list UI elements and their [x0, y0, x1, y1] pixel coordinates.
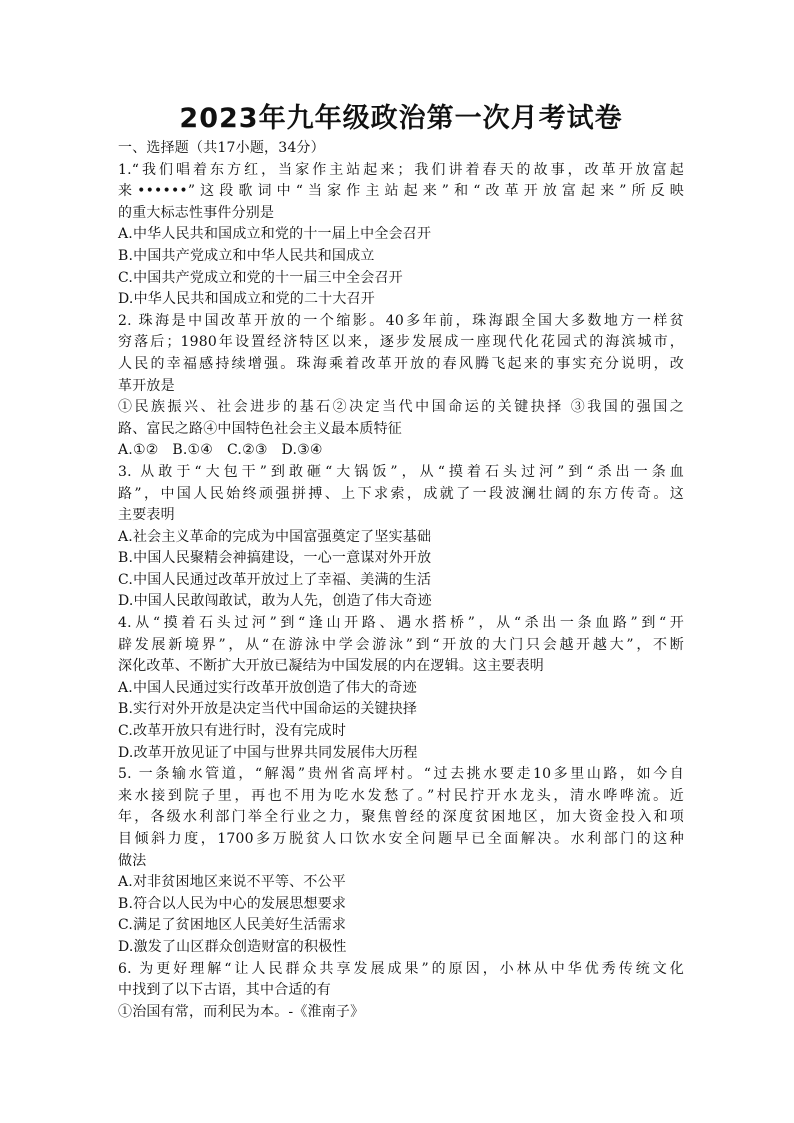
- question-5: [118, 764, 684, 958]
- question-stem-line: 来••••••”这段歌词中“当家作主站起来”和“改革开放富起来”所反映: [118, 183, 684, 200]
- option-b: B.符合以人民为中心的发展思想要求: [118, 895, 347, 912]
- option-c: C.中国人民通过改革开放过上了幸福、美满的生活: [118, 571, 432, 588]
- question-4: [118, 613, 684, 764]
- question-stem-line: 中找到了以下古语，其中合适的有: [118, 982, 331, 999]
- option-a: A.中华人民共和国成立和党的十一届上中全会召开: [118, 226, 432, 243]
- question-stem-line: 深化改革、不断扩大开放已凝结为中国发展的内在逻辑。这主要表明: [118, 658, 544, 675]
- answer-choices: A.①② B.①④ C.②③ D.③④: [118, 442, 323, 459]
- question-2: [118, 311, 684, 462]
- option-c: C.满足了贫困地区人民美好生活需求: [118, 917, 347, 934]
- question-stem-line: 穷落后；1980年设置经济特区以来，逐步发展成一座现代化花园式的海滨城市，: [118, 334, 684, 351]
- question-stem-line: 路”，中国人民始终顽强拼搏、上下求索，成就了一段波澜壮阔的东方传奇。这: [118, 485, 684, 502]
- statement-options-line: ①民族振兴、社会进步的基石②决定当代中国命运的关键抉择 ③我国的强国之: [118, 399, 684, 416]
- option-a: A.中国人民通过实行改革开放创造了伟大的奇迹: [118, 679, 417, 696]
- option-d: D.改革开放见证了中国与世界共同发展伟大历程: [118, 744, 418, 761]
- option-d: D.中国人民敢闯敢试，敢为人先，创造了伟大奇迹: [118, 593, 432, 610]
- question-stem-line: 人民的幸福感持续增强。珠海乘着改革开放的春风腾飞起来的事实充分说明，改: [118, 355, 684, 372]
- question-stem-line: 目倾斜力度，1700多万脱贫人口饮水安全问题早已全面解决。水利部门的这种: [118, 831, 684, 847]
- question-stem-line: 6. 为更好理解“让人民群众共享发展成果”的原因，小林从中华优秀传统文化: [118, 960, 684, 977]
- statement-option: ①治国有常，而利民为本。-《淮南子》: [118, 1003, 365, 1020]
- option-c: C.中国共产党成立和党的十一届三中全会召开: [118, 269, 403, 286]
- question-stem-line: 2. 珠海是中国改革开放的一个缩影。40多年前，珠海跟全国大多数地方一样贫: [118, 312, 684, 329]
- question-stem-line: 辟发展新境界”，从“在游泳中学会游泳”到“开放的大门只会越开越大”，不断: [118, 636, 684, 653]
- question-6: [118, 959, 684, 1024]
- question-3: [118, 462, 684, 613]
- question-stem-line: 年，各级水利部门举全行业之力，聚焦曾经的深度贫困地区，加大资金投入和项: [118, 809, 684, 826]
- statement-options-line: 路、富民之路④中国特色社会主义最本质特征: [118, 420, 402, 437]
- question-stem-line: 4.从“摸着石头过河”到“逢山开路、遇水搭桥”，从“杀出一条血路”到“开: [118, 615, 685, 632]
- question-1: [118, 160, 684, 311]
- question-stem-line: 1.“我们唱着东方红，当家作主站起来；我们讲着春天的故事，改革开放富起: [118, 161, 684, 178]
- question-stem-line: 主要表明: [118, 507, 175, 524]
- section-heading: 一、选择题（共17小题，34分）: [118, 140, 325, 156]
- question-stem-line: 来水接到院子里，再也不用为吃水发愁了。”村民拧开水龙头，清水哗哗流。近: [118, 787, 684, 804]
- option-d: D.激发了山区群众创造财富的积极性: [118, 938, 347, 955]
- question-stem-line: 的重大标志性事件分别是: [118, 204, 275, 221]
- exam-title: 2023年九年级政治第一次月考试卷: [179, 103, 623, 134]
- option-b: B.中国人民聚精会神搞建设，一心一意谋对外开放: [118, 550, 432, 567]
- question-stem-line: 5. 一条输水管道，“解渴”贵州省高坪村。“过去挑水要走10多里山路，如今自: [118, 766, 684, 783]
- option-d: D.中华人民共和国成立和党的二十大召开: [118, 291, 375, 308]
- option-a: A.对非贫困地区来说不平等、不公平: [118, 874, 346, 891]
- option-a: A.社会主义革命的完成为中国富强奠定了坚实基础: [118, 528, 432, 545]
- question-stem-line: 3. 从敢于“大包干”到敢砸“大锅饭”，从“摸着石头过河”到“杀出一条血: [118, 463, 684, 480]
- question-stem-line: 革开放是: [118, 377, 175, 394]
- question-stem-line: 做法: [118, 852, 147, 869]
- option-c: C.改革开放只有进行时，没有完成时: [118, 723, 347, 740]
- option-b: B.实行对外开放是决定当代中国命运的关键抉择: [118, 701, 418, 718]
- option-b: B.中国共产党成立和中华人民共和国成立: [118, 247, 375, 264]
